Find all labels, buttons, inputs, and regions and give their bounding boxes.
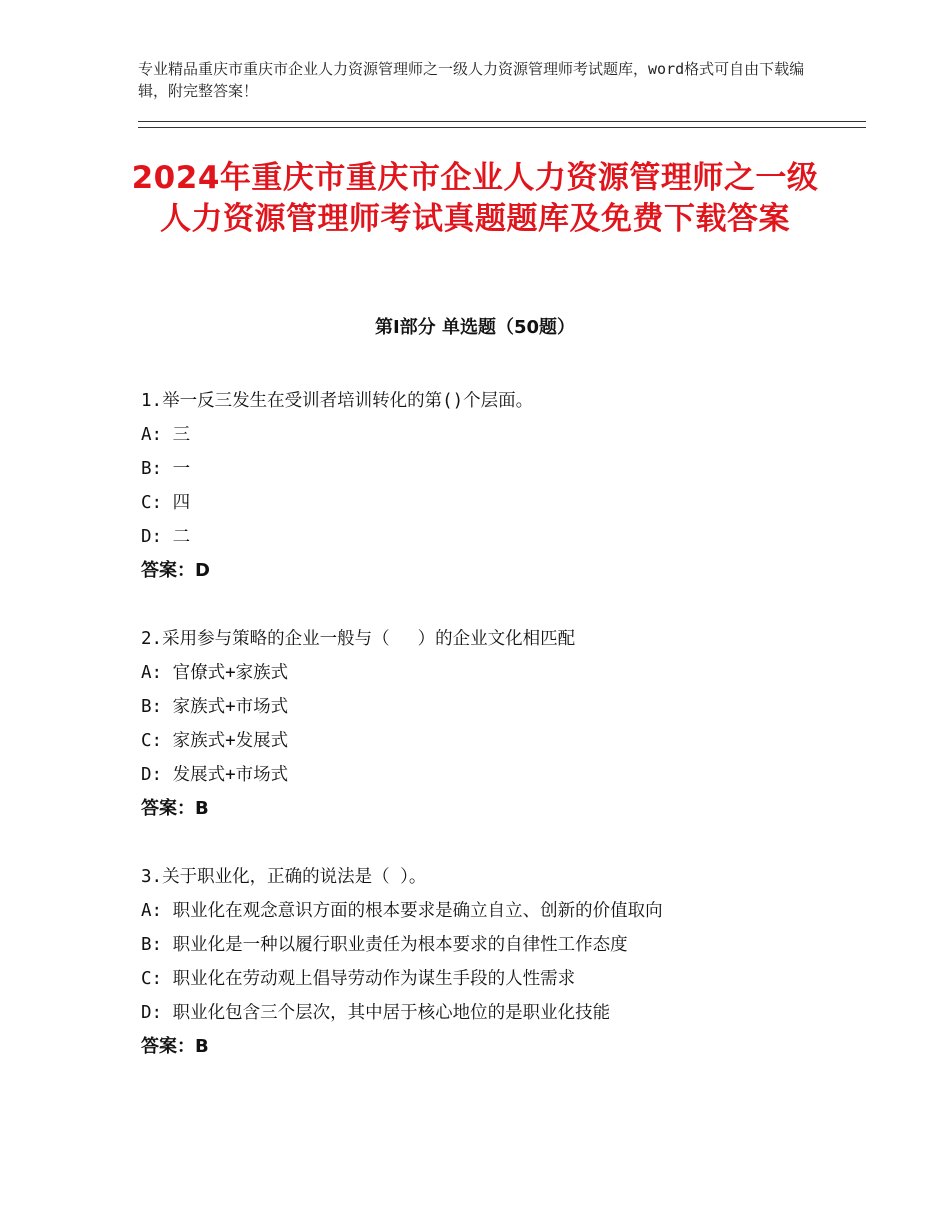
question-stem: 2.采用参与策略的企业一般与（ ）的企业文化相匹配 xyxy=(141,629,576,649)
answer-label: 答案：D xyxy=(141,560,210,581)
option-a: A: 官僚式+家族式 xyxy=(141,663,289,683)
section-title: 第Ⅰ部分 单选题（50题） xyxy=(374,317,575,338)
option-c: C: 职业化在劳动观上倡导劳动作为谋生手段的人性需求 xyxy=(141,969,576,989)
header-note: 专业精品重庆市重庆市企业人力资源管理师之一级人力资源管理师考试题库，word格式可自由下载编辑，附完整答案！ xyxy=(138,60,805,100)
question-item xyxy=(141,622,841,826)
option-c: C: 家族式+发展式 xyxy=(141,731,289,751)
answer-label: 答案：B xyxy=(141,1036,209,1057)
document-title: 2024年重庆市重庆市企业人力资源管理师之一级人力资源管理师考试真题题库及免费下载答案 xyxy=(131,160,819,237)
header-divider xyxy=(138,121,866,128)
option-c: C: 四 xyxy=(141,493,191,513)
question-stem: 3.关于职业化，正确的说法是（ ）。 xyxy=(141,867,427,887)
option-b: B: 职业化是一种以履行职业责任为根本要求的自律性工作态度 xyxy=(141,935,628,955)
option-d: D: 职业化包含三个层次，其中居于核心地位的是职业化技能 xyxy=(141,1003,611,1023)
option-a: A: 职业化在观念意识方面的根本要求是确立自立、创新的价值取向 xyxy=(141,901,663,921)
option-d: D: 二 xyxy=(141,527,191,547)
question-item xyxy=(141,384,841,588)
option-b: B: 一 xyxy=(141,459,191,479)
answer-label: 答案：B xyxy=(141,798,209,819)
question-list xyxy=(141,384,841,1098)
option-b: B: 家族式+市场式 xyxy=(141,697,289,717)
option-a: A: 三 xyxy=(141,425,191,445)
option-d: D: 发展式+市场式 xyxy=(141,765,289,785)
question-item xyxy=(141,860,841,1064)
question-stem: 1.举一反三发生在受训者培训转化的第()个层面。 xyxy=(141,391,534,411)
